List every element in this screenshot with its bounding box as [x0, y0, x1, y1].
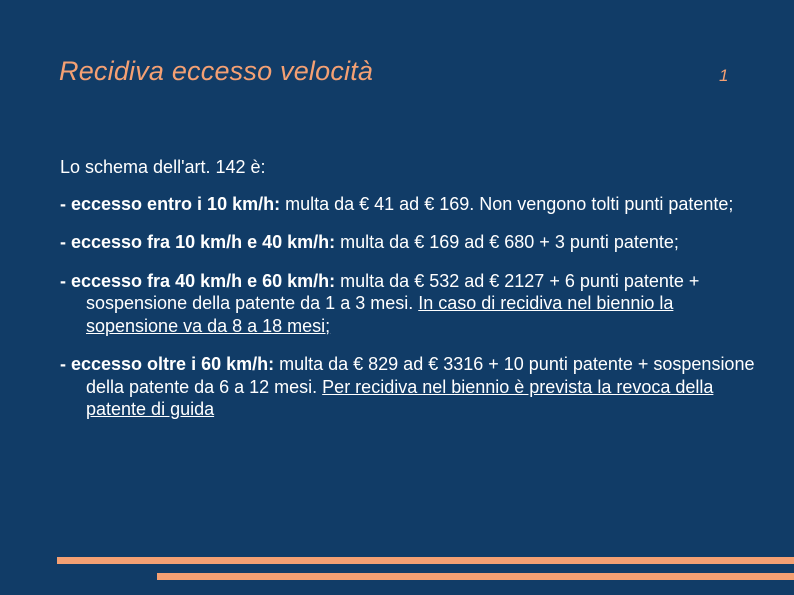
- item-text: multa da € 532 ad € 2127 + 6 punti patente + sospensione della patente da 1 a 3 mesi.: [86, 270, 700, 313]
- item-underlined-text: Per recidiva nel biennio è prevista la revoca della patente di guida: [86, 376, 714, 419]
- list-item: [60, 231, 760, 254]
- item-lead: - eccesso fra 40 km/h e 60 km/h:: [60, 270, 336, 291]
- decorative-bar-top: [57, 557, 794, 564]
- slide-number: 1: [719, 66, 729, 85]
- list-item: [60, 193, 760, 216]
- list-item: [60, 270, 760, 338]
- item-text: multa da € 169 ad € 680 + 3 punti patente;: [335, 232, 679, 252]
- intro-text: Lo schema dell'art. 142 è:: [60, 157, 266, 177]
- item-underlined-text: In caso di recidiva nel biennio la sopensione va da 8 a 18 mesi;: [86, 293, 674, 336]
- item-text: multa da € 829 ad € 3316 + 10 punti patente + sospensione della patente da 6 a 12 mesi.: [86, 354, 755, 397]
- slide-title: Recidiva eccesso velocità: [59, 56, 374, 86]
- item-lead: - eccesso fra 10 km/h e 40 km/h:: [60, 232, 336, 252]
- list-item: [60, 353, 760, 421]
- decorative-bar-bottom: [157, 573, 794, 580]
- item-lead: - eccesso entro i 10 km/h:: [60, 193, 281, 214]
- slide-body: [60, 156, 760, 437]
- item-lead: - eccesso oltre i 60 km/h:: [60, 354, 275, 374]
- item-text: multa da € 41 ad € 169. Non vengono tolti punti patente;: [280, 193, 734, 214]
